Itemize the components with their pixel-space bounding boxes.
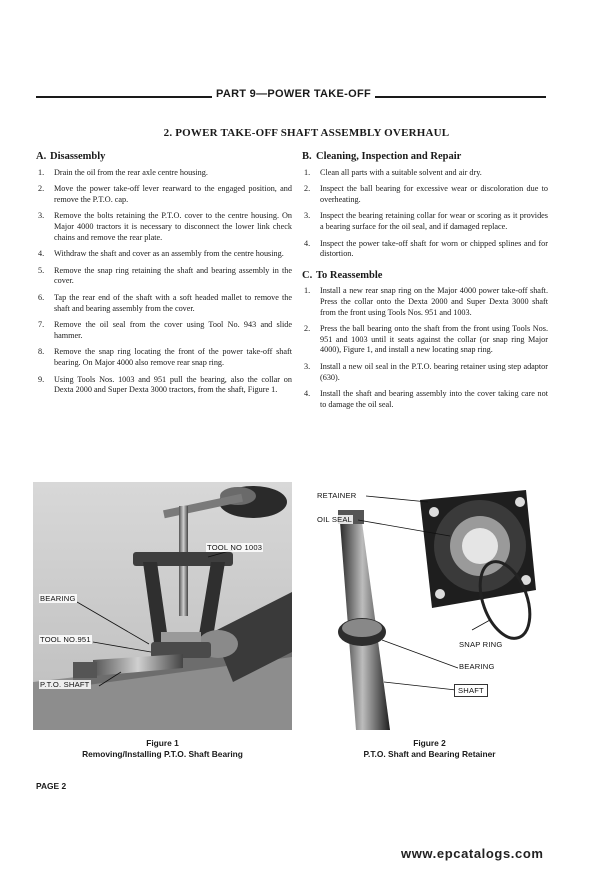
page-number: PAGE 2 xyxy=(36,781,67,791)
figure-1-photo xyxy=(33,482,292,730)
reassembly-steps xyxy=(302,286,548,410)
label-tool-1003: TOOL NO 1003 xyxy=(207,543,263,552)
step-item: 8. Remove the snap ring locating the front of the power take-off shaft bearing. On Major 4000 also remove rear snap ring. xyxy=(38,347,292,367)
figure-1-title: Removing/Installing P.T.O. Shaft Bearing xyxy=(82,749,243,759)
figure-2-number: Figure 2 xyxy=(413,738,446,748)
step-item: 1. Install a new rear snap ring on the Major 4000 power take-off shaft. Press the collar onto the Dexta 2000 and Super Dexta 3000 shaft from the front using Tools Nos. 951 and 1003. xyxy=(304,286,548,317)
figure-2-photo xyxy=(300,482,559,730)
section-heading-text: Cleaning, Inspection and Repair xyxy=(316,151,462,162)
section-a-heading xyxy=(36,152,292,163)
site-watermark: www.epcatalogs.com xyxy=(401,846,544,861)
header-rule-right xyxy=(350,96,546,98)
bearing-puller-illustration xyxy=(33,482,292,730)
left-column xyxy=(36,152,292,402)
disassembly-steps xyxy=(36,168,292,396)
inspection-steps xyxy=(302,168,548,260)
header-rule-left xyxy=(36,96,212,98)
step-item: 3. Inspect the bearing retaining collar for wear or scoring as it provides a bearing surface for the oil seal, and if damaged replace. xyxy=(304,211,548,231)
label-shaft: SHAFT xyxy=(454,684,488,697)
step-item: 6. Tap the rear end of the shaft with a soft headed mallet to remove the shaft and bearing assembly from the cover. xyxy=(38,292,292,313)
step-item: 2. Press the ball bearing onto the shaft from the front using Tools Nos. 951 and 1003 until it seats against the collar (or snap ring Major 4000), Figure 1, and install a new locating snap ring. xyxy=(304,324,548,355)
step-item: 4. Withdraw the shaft and cover as an assembly from the centre housing. xyxy=(38,249,284,259)
label-tool-951: TOOL NO.951 xyxy=(40,635,91,644)
step-item: 4. Inspect the power take-off shaft for worn or chipped splines and for distortion. xyxy=(304,238,548,259)
step-item: 3. Install a new oil seal in the P.T.O. bearing retainer using step adaptor (630). xyxy=(304,361,548,382)
figure-2-title: P.T.O. Shaft and Bearing Retainer xyxy=(363,749,496,759)
step-item: 2. Inspect the ball bearing for excessive wear or discoloration due to overheating. xyxy=(304,184,548,204)
step-item: 5. Remove the snap ring retaining the shaft and bearing assembly in the cover. xyxy=(38,265,292,286)
label-snap-ring: SNAP RING xyxy=(459,640,503,649)
figure-2-caption xyxy=(300,738,559,760)
label-bearing: BEARING xyxy=(459,662,495,671)
section-letter: A. xyxy=(36,151,47,162)
step-item: 3. Remove the bolts retaining the P.T.O. cover to the centre housing. On Major 4000 tractors it is necessary to disconnect the lower link check chains and remove the rear plate. xyxy=(38,211,292,242)
figure-1-number: Figure 1 xyxy=(146,738,179,748)
step-item: 1. Drain the oil from the rear axle centre housing. xyxy=(38,167,208,177)
step-item: 9. Using Tools Nos. 1003 and 951 pull the bearing, also the collar on Dexta 2000 and Super Dexta 3000 tractors, from the shaft, Figure 1. xyxy=(38,374,292,395)
section-letter: B. xyxy=(302,151,312,162)
section-heading-text: To Reassemble xyxy=(316,269,383,281)
right-column xyxy=(302,152,548,416)
label-oil-seal: OIL SEAL xyxy=(317,515,353,524)
figure-1-caption xyxy=(33,738,292,760)
section-c-heading xyxy=(302,271,548,282)
label-bearing: BEARING xyxy=(40,594,76,603)
section-b-heading xyxy=(302,152,548,163)
section-title: 2. POWER TAKE-OFF SHAFT ASSEMBLY OVERHAUL xyxy=(163,127,450,139)
step-item: 4. Install the shaft and bearing assembly into the cover taking care not to damage the oil seal. xyxy=(304,389,548,409)
label-retainer: RETAINER xyxy=(317,491,357,500)
step-item: 1. Clean all parts with a suitable solvent and air dry. xyxy=(304,167,482,177)
header-title: PART 9—POWER TAKE-OFF xyxy=(212,88,375,100)
step-item: 7. Remove the oil seal from the cover using Tool No. 943 and slide hammer. xyxy=(38,320,292,340)
label-pto-shaft: P.T.O. SHAFT xyxy=(40,680,90,689)
section-heading-text: Disassembly xyxy=(50,151,106,162)
section-letter: C. xyxy=(302,269,313,281)
step-item: 2. Move the power take-off lever rearward to the engaged position, and remove the P.T.O. cap. xyxy=(38,184,292,204)
